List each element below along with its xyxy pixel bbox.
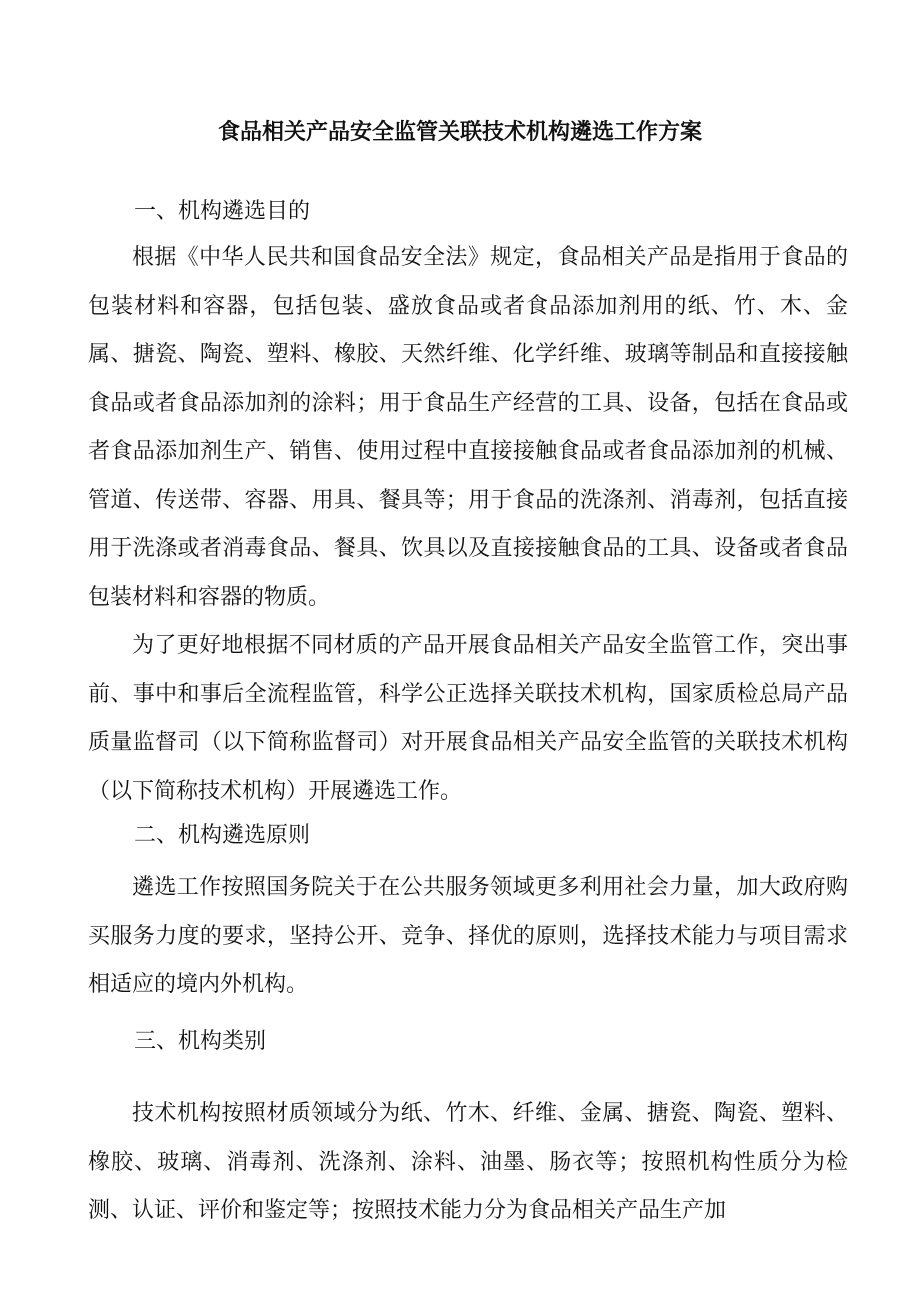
- paragraph-principles: 遴选工作按照国务院关于在公共服务领域更多利用社会力量，加大政府购买服务力度的要求，坚持公开、竞争、择优的原则，选择技术能力与项目需求相适应的境内外机构。: [88, 875, 848, 997]
- section-heading-categories: 三、机构类别: [134, 1029, 267, 1054]
- paragraph-selection-background: 为了更好地根据不同材质的产品开展食品相关产品安全监管工作，突出事前、事中和事后全流程监管，科学公正选择关联技术机构，国家质检总局产品质量监督司（以下简称监督司）对开展食品相关产品安全监管的关联技术机构（以下简称技术机构）开展遴选工作。: [88, 633, 848, 804]
- section-heading-purpose: 一、机构遴选目的: [134, 199, 311, 224]
- section-heading-principles: 二、机构遴选原则: [134, 823, 311, 848]
- paragraph-definition: 根据《中华人民共和国食品安全法》规定，食品相关产品是指用于食品的包装材料和容器，包括包装、盛放食品或者食品添加剂用的纸、竹、木、金属、搪瓷、陶瓷、塑料、橡胶、天然纤维、化学纤维、玻璃等制品和直接接触食品或者食品添加剂的涂料；用于食品生产经营的工具、设备，包括在食品或者食品添加剂生产、销售、使用过程中直接接触食品或者食品添加剂的机械、管道、传送带、容器、用具、餐具等；用于食品的洗涤剂、消毒剂，包括直接用于洗涤或者消毒食品、餐具、饮具以及直接接触食品的工具、设备或者食品包装材料和容器的物质。: [88, 245, 848, 610]
- paragraph-categories: 技术机构按照材质领域分为纸、竹木、纤维、金属、搪瓷、陶瓷、塑料、橡胶、玻璃、消毒剂、洗涤剂、涂料、油墨、肠衣等；按照机构性质分为检测、认证、评价和鉴定等；按照技术能力分为食品相关产品生产加: [88, 1101, 848, 1223]
- document-title: 食品相关产品安全监管关联技术机构遴选工作方案: [217, 120, 702, 145]
